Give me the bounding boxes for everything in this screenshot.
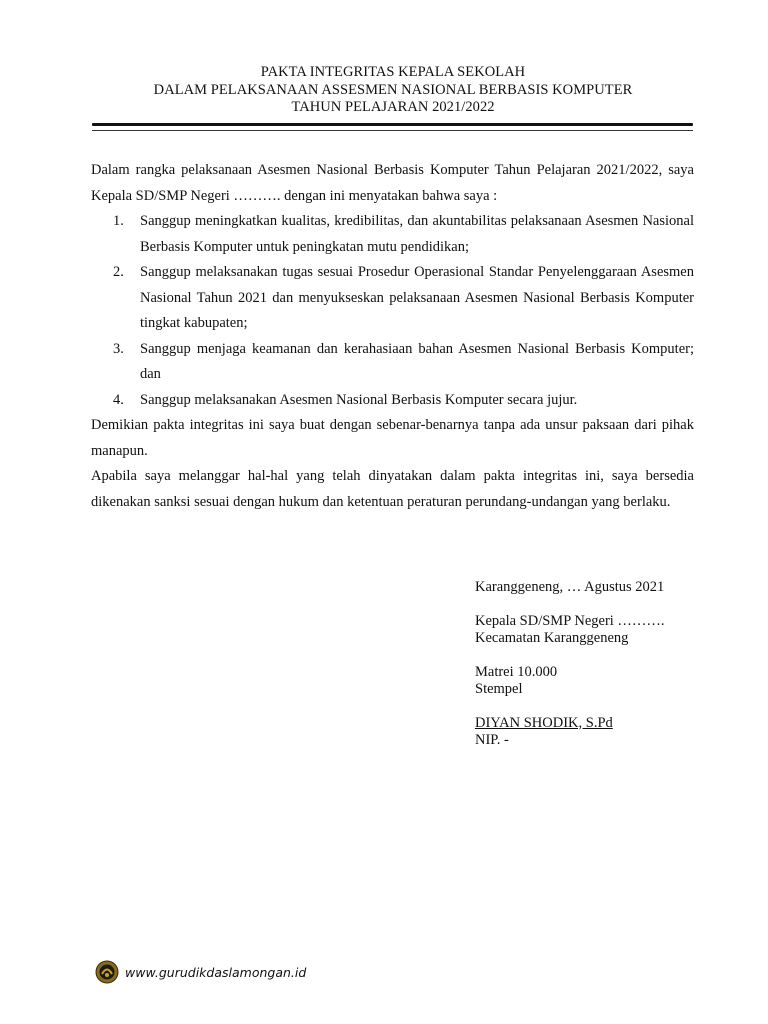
- list-item-text: Sanggup menjaga keamanan dan kerahasiaan bahan Asesmen Nasional Berbasis Komputer; dan: [140, 340, 694, 382]
- signer-district: Kecamatan Karanggeneng: [475, 630, 629, 646]
- signature-block: [475, 579, 665, 750]
- footer: [95, 958, 306, 986]
- header-year: TAHUN PELAJARAN 2021/2022: [291, 99, 495, 115]
- signer-nip: NIP. -: [475, 732, 509, 748]
- header-rule-thin: [92, 130, 693, 131]
- list-item-text: Sanggup melaksanakan tugas sesuai Prosedur Operasional Standar Penyelenggaraan Asesmen Nasional Tahun 2021 dan menyukseskan pelaksanaan Asesmen Nasional Berbasis Komputer tingkat kabupaten;: [140, 264, 694, 331]
- list-item-text: Sanggup melaksanakan Asesmen Nasional Berbasis Komputer secara jujur.: [140, 391, 578, 408]
- list-item-number: 2.: [113, 264, 124, 280]
- header-subtitle: DALAM PELAKSANAAN ASSESMEN NASIONAL BERBASIS KOMPUTER: [153, 81, 633, 98]
- commitment-list: [91, 209, 694, 413]
- signer-position: Kepala SD/SMP Negeri ……….: [475, 612, 665, 629]
- signer-name: DIYAN SHODIK, S.Pd: [475, 714, 613, 731]
- list-item-text: Sanggup meningkatkan kualitas, kredibilitas, dan akuntabilitas pelaksanaan Asesmen Nasional Berbasis Komputer untuk peningkatan mutu pendidikan;: [140, 213, 694, 255]
- header-rule-thick: [92, 123, 693, 126]
- stamp-note: Stempel: [475, 681, 523, 697]
- document-body: [91, 158, 694, 515]
- list-item: [91, 388, 694, 414]
- intro-paragraph: Dalam rangka pelaksanaan Asesmen Nasional Berbasis Komputer Tahun Pelajaran 2021/2022, saya Kepala SD/SMP Negeri ………. dengan ini menyatakan bahwa saya :: [91, 162, 694, 204]
- stamp-duty-note: Matrei 10.000: [475, 663, 558, 680]
- document-header: [92, 64, 694, 117]
- list-item-number: 1.: [113, 213, 124, 229]
- list-item-number: 4.: [113, 391, 124, 408]
- list-item: [91, 337, 694, 388]
- list-item-number: 3.: [113, 340, 124, 357]
- place-date: Karanggeneng, … Agustus 2021: [475, 579, 665, 595]
- website-link[interactable]: www.gurudikdaslamongan.id: [125, 964, 307, 980]
- list-item: [91, 209, 694, 260]
- school-emblem-icon: [95, 960, 119, 984]
- header-title: PAKTA INTEGRITAS KEPALA SEKOLAH: [260, 64, 526, 80]
- closing-paragraph-1: Demikian pakta integritas ini saya buat dengan sebenar-benarnya tanpa ada unsur paksaan dari pihak manapun.: [91, 417, 694, 459]
- list-item: [91, 260, 694, 337]
- closing-paragraph-2: Apabila saya melanggar hal-hal yang telah dinyatakan dalam pakta integritas ini, saya bersedia dikenakan sanksi sesuai dengan hukum dan ketentuan peraturan perundang-undangan yang berlaku.: [91, 468, 694, 510]
